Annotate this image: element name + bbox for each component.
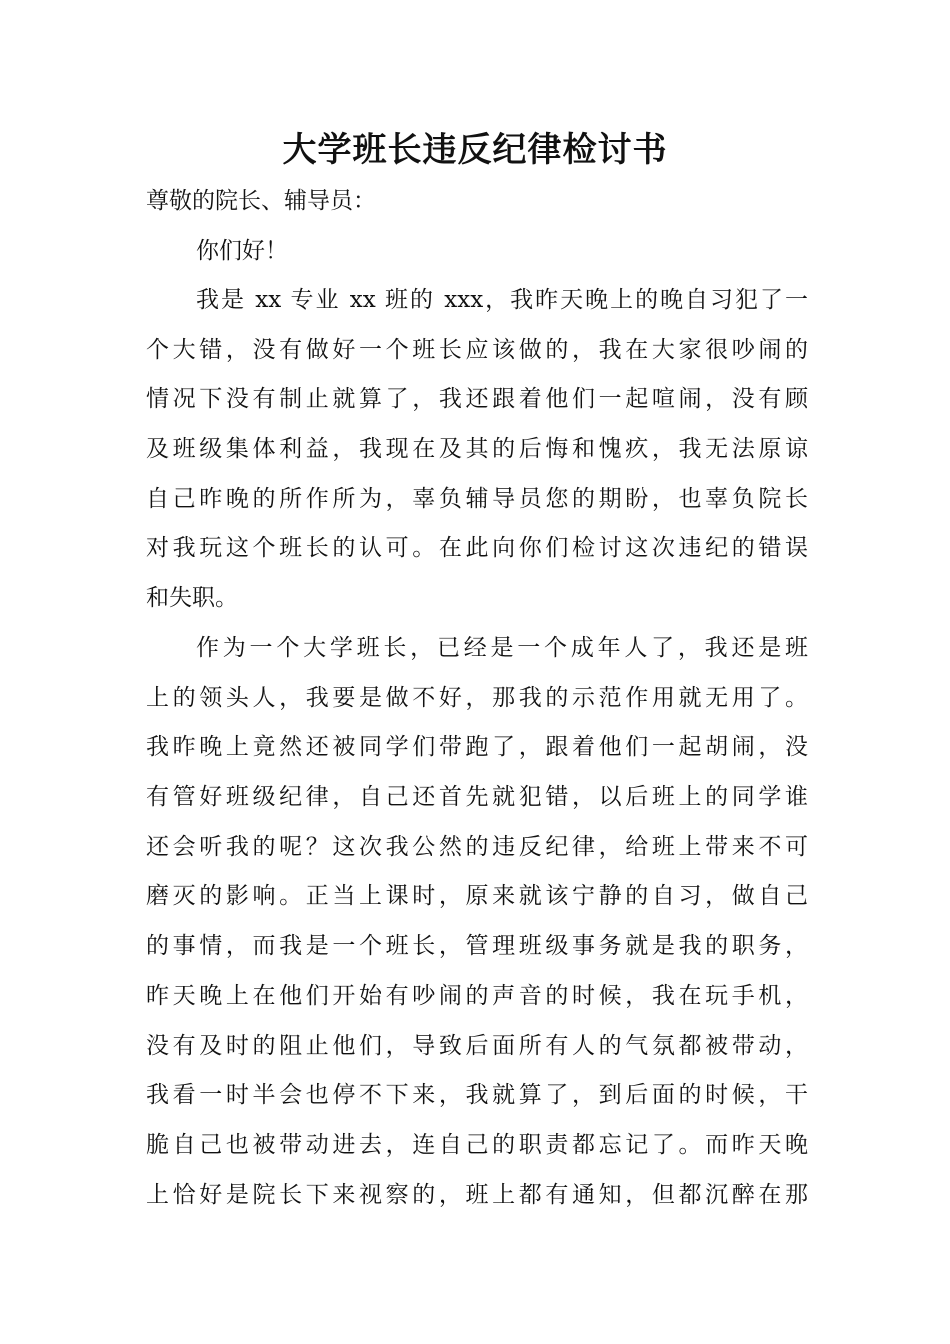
paragraph-line: 对我玩这个班长的认可。在此向你们检讨这次违纪的错误	[146, 535, 808, 562]
paragraph-line: 没有及时的阻止他们，导致后面所有人的气氛都被带动，	[146, 1032, 808, 1059]
paragraph-line: 作为一个大学班长，已经是一个成年人了，我还是班	[196, 635, 808, 661]
paragraph-line: 及班级集体利益，我现在及其的后悔和愧疚，我无法原谅	[146, 436, 808, 463]
salutation: 尊敬的院长、辅导员：	[146, 188, 376, 214]
document-title: 大学班长违反纪律检讨书	[282, 130, 668, 170]
paragraph-line: 我看一时半会也停不下来，我就算了，到后面的时候，干	[146, 1082, 808, 1109]
paragraph-line: 上恰好是院长下来视察的，班上都有通知，但都沉醉在那	[146, 1181, 808, 1208]
paragraph-line: 还会听我的呢？这次我公然的违反纪律，给班上带来不可	[146, 833, 808, 860]
paragraph-line: 磨灭的影响。正当上课时，原来就该宁静的自习，做自己	[146, 883, 808, 910]
paragraph-line: 有管好班级纪律，自己还首先就犯错，以后班上的同学谁	[146, 784, 808, 811]
paragraph-line: 个大错，没有做好一个班长应该做的，我在大家很吵闹的	[146, 336, 808, 363]
paragraph-line: 情况下没有制止就算了，我还跟着他们一起喧闹，没有顾	[146, 386, 808, 413]
paragraph-line: 昨天晚上在他们开始有吵闹的声音的时候，我在玩手机，	[146, 982, 808, 1009]
paragraph-line: 我昨晚上竟然还被同学们带跑了，跟着他们一起胡闹，没	[146, 734, 808, 761]
paragraph-line: 我是 xx 专业 xx 班的 xxx，我昨天晚上的晚自习犯了一	[196, 287, 808, 313]
paragraph-line: 上的领头人，我要是做不好，那我的示范作用就无用了。	[146, 684, 808, 711]
paragraph-line: 和失职。	[146, 585, 238, 612]
paragraph-line: 自己昨晚的所作所为，辜负辅导员您的期盼，也辜负院长	[146, 485, 808, 512]
paragraph-line: 的事情，而我是一个班长，管理班级事务就是我的职务，	[146, 933, 808, 960]
paragraph-2	[146, 624, 808, 1220]
greeting: 你们好！	[196, 238, 288, 264]
paragraph-line: 脆自己也被带动进去，连自己的职责都忘记了。而昨天晚	[146, 1131, 808, 1158]
paragraph-1	[146, 276, 808, 624]
